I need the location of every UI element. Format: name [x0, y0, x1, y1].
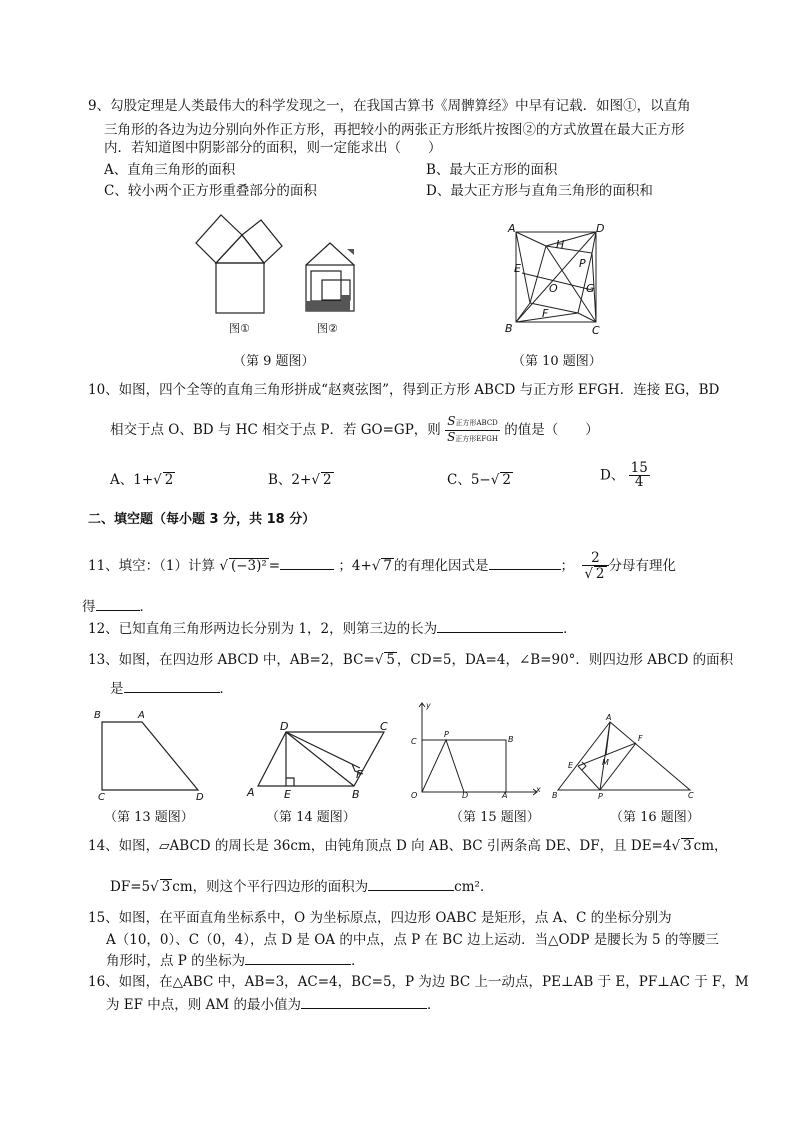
- q9-fig2-triangle: [306, 243, 354, 265]
- q10-label-b: B: [505, 322, 513, 335]
- q9-text-line-1: 9、勾股定理是人类最伟大的科学发现之一，在我国古算书《周髀算经》中早有记载．如图①，以直角: [88, 98, 691, 114]
- q10-label-o: O: [549, 282, 558, 295]
- q10-label-g: G: [586, 282, 595, 295]
- q10-text-line-1: 10、如图，四个全等的直角三角形拼成“赵爽弦图”，得到正方形 ABCD 与正方形 EFGH．连接 EG，BD: [88, 382, 720, 398]
- q16-label-p: P: [598, 792, 603, 801]
- q13-line-2: [110, 678, 233, 699]
- q16-figure: [548, 710, 698, 802]
- q15-text-3: 角形时，点 P 的坐标为: [106, 953, 246, 969]
- q9-caption: （第 9 题图）: [233, 354, 315, 369]
- q9-fig1-right-square: [242, 220, 282, 263]
- q14-line2-a: DF=5: [110, 879, 151, 895]
- q11-blank-1[interactable]: [280, 555, 334, 570]
- q9-fig1-left-square: [196, 215, 242, 263]
- q15-label-b: B: [508, 735, 514, 744]
- q13-blank[interactable]: [124, 678, 220, 693]
- q15-line-3: [106, 950, 365, 971]
- q15-label-c: C: [411, 737, 417, 746]
- q9-fig2-label: 图②: [317, 322, 338, 335]
- q9-fig1-label: 图①: [229, 322, 250, 335]
- q15-label-p: P: [444, 730, 449, 739]
- q11-line2-b: ．: [139, 599, 153, 615]
- q10-caption: （第 10 题图）: [512, 354, 602, 369]
- q10-frac-den-sub: 正方形EFGH: [455, 435, 498, 443]
- q10-option-a-root: 2: [164, 472, 174, 488]
- q13-label-b: B: [94, 710, 101, 721]
- q10-option-b: B、2+√ 2: [268, 472, 332, 488]
- q16-triangle-abc: [558, 722, 690, 790]
- q16-text-2: 为 EF 中点，则 AM 的最小值为: [106, 997, 301, 1013]
- q15-label-o: O: [411, 791, 418, 800]
- q14-label-d: D: [280, 720, 289, 733]
- q15-text-line-1: 15、如图，在平面直角坐标系中，O 为坐标原点，四边形 OABC 是矩形，点 A、C 的坐标分别为: [88, 910, 672, 926]
- q10-text-2a: 相交于点 O、BD 与 HC 相交于点 P．若 GO=GP，则: [110, 422, 441, 438]
- q15-label-y: y: [426, 701, 431, 710]
- q16-end: ．: [426, 997, 441, 1013]
- q13-label-c: C: [98, 792, 105, 802]
- q11-eq: =: [268, 558, 281, 574]
- q16-blank[interactable]: [301, 994, 427, 1009]
- q16-label-c: C: [688, 791, 694, 800]
- q10-label-h: H: [556, 238, 565, 251]
- q14-line2-c: cm²．: [454, 879, 494, 895]
- q16-label-e: E: [568, 761, 574, 770]
- q16-label-m: M: [602, 758, 609, 767]
- q14-line-2: DF=5√ 3 cm，则这个平行四边形的面积为 cm²．: [110, 876, 493, 897]
- q16-text-line-1: 16、如图，在△ABC 中，AB=3，AC=4，BC=5，P 为边 BC 上一动点，PE⊥AB 于 E，PF⊥AC 于 F，M: [88, 974, 749, 990]
- q14-figure: [244, 718, 394, 800]
- q9-option-d: D、最大正方形与直角三角形的面积和: [426, 183, 653, 199]
- q14-text-b: cm，: [693, 838, 728, 854]
- q10-option-d-text: D、: [600, 467, 625, 484]
- q15-label-d: D: [462, 791, 469, 800]
- q12-line: [88, 618, 577, 639]
- q13-line-1: 13、如图，在四边形 ABCD 中，AB=2，BC=√ 5 ，CD=5，DA=4，∠B=90°．则四边形 ABCD 的面积: [88, 652, 734, 668]
- q15-end: ．: [351, 953, 365, 969]
- q10-option-a: A、1+√ 2: [110, 472, 174, 488]
- q15-rectangle: [422, 740, 506, 792]
- q11-frac-num: 2: [582, 552, 608, 566]
- q13-root: 5: [386, 652, 395, 668]
- q11-mid2: 的有理化因式是: [394, 558, 489, 574]
- q9-figure: [186, 205, 366, 340]
- q10-option-d-num: 15: [630, 460, 648, 476]
- q14-label-e: E: [284, 788, 291, 800]
- q10-option-d-den: 4: [634, 474, 644, 490]
- q13-label-a: A: [138, 710, 145, 721]
- q10-text-line-2: [110, 415, 599, 446]
- q13-figure: [94, 706, 214, 802]
- q14-label-a: A: [247, 786, 255, 799]
- q9-text-line-3: 内．若知道图中阴影部分的面积，则一定能求出（ ）: [104, 140, 442, 156]
- q10-label-p: P: [579, 257, 586, 270]
- q10-label-f: F: [542, 307, 549, 320]
- q11-mid: ；4+: [338, 558, 372, 574]
- q11-line-1: 11、填空：（1）计算 √ (−3)² = ；4+√ 7 的有理化因式是 ； $\frac{2}{√ 2}$ 分母有理化: [88, 550, 677, 582]
- q14-label-b: B: [352, 788, 360, 800]
- q10-label-a: A: [508, 222, 516, 235]
- q10-option-d: [600, 462, 650, 489]
- q12-text: 12、已知直角三角形两边长分别为 1，2，则第三边的长为: [88, 621, 438, 637]
- q11-root2: 7: [383, 558, 393, 574]
- q15-caption: （第 15 题图）: [450, 810, 540, 825]
- q13-end: ．: [219, 681, 233, 697]
- q13-line2: 是: [110, 681, 124, 697]
- q9-fig1-large-square: [216, 263, 264, 313]
- q10-option-a-text: A、1+: [110, 472, 154, 488]
- q16-label-b: B: [552, 791, 558, 800]
- q15-triangle-odp: [422, 740, 464, 792]
- q16-label-f: F: [638, 734, 643, 743]
- q15-label-x: x: [536, 785, 541, 794]
- q13-text-b: ，CD=5，DA=4，∠B=90°．则四边形 ABCD 的面积: [396, 652, 734, 668]
- q13-text-a: 13、如图，在四边形 ABCD 中，AB=2，BC=: [88, 652, 375, 668]
- q10-figure: [500, 218, 612, 336]
- q12-end: ．: [563, 621, 577, 637]
- q11-frac-den-root: 2: [595, 566, 605, 582]
- q14-caption: （第 14 题图）: [266, 810, 356, 825]
- q10-frac-den: S: [447, 430, 456, 444]
- q9-fig2-shaded-region: [306, 295, 350, 311]
- q10-option-c: C、5−√ 2: [447, 472, 511, 488]
- q15-blank[interactable]: [245, 950, 351, 965]
- q10-option-c-root: 2: [502, 472, 511, 488]
- q14-label-f: F: [356, 768, 363, 781]
- q10-label-c: C: [592, 324, 600, 336]
- q10-option-c-text: C、5−: [447, 472, 491, 488]
- q16-label-a: A: [606, 713, 612, 722]
- q9-option-c: C、较小两个正方形重叠部分的面积: [104, 183, 317, 199]
- q13-label-d: D: [196, 792, 204, 802]
- q15-label-a: A: [502, 791, 508, 800]
- q14-root1: 3: [683, 838, 692, 854]
- q12-blank[interactable]: [437, 618, 563, 633]
- q10-option-b-text: B、2+: [268, 472, 312, 488]
- q11-prefix: 11、填空：（1）计算: [88, 558, 216, 574]
- q10-ratio-fraction: [445, 415, 500, 446]
- q10-frac-num-sub: 正方形ABCD: [455, 419, 498, 427]
- q11-blank-2[interactable]: [489, 555, 561, 570]
- q10-option-b-root: 2: [322, 472, 332, 488]
- q14-blank[interactable]: [368, 876, 454, 891]
- q9-text-line-2: 三角形的各边为边分别向外作正方形，再把较小的两张正方形纸片按图②的方式放置在最大正方形: [104, 122, 685, 138]
- q14-line-1: 14、如图，▱ABCD 的周长是 36cm，由钝角顶点 D 向 AB、BC 引两条高 DE、DF，且 DE=4√ 3 cm，: [88, 838, 728, 854]
- q15-figure: [406, 700, 546, 800]
- q14-root2: 3: [161, 879, 171, 895]
- q11-blank-3[interactable]: [96, 596, 140, 611]
- q11-root: (−3)²: [230, 558, 267, 574]
- q10-text-2b: 的值是（ ）: [504, 422, 599, 438]
- q11-line-2: [82, 596, 153, 617]
- q10-label-e: E: [514, 262, 521, 275]
- q14-parallelogram: [258, 732, 384, 786]
- q14-text-a: 14、如图，▱ABCD 的周长是 36cm，由钝角顶点 D 向 AB、BC 引两条高 DE、DF，且 DE=4: [88, 838, 672, 854]
- q11-sep: ；: [560, 558, 575, 574]
- q10-label-d: D: [596, 222, 605, 235]
- q15-text-line-2: A（10，0）、C（0，4），点 D 是 OA 的中点，点 P 在 BC 边上运动．当△ODP 是腰长为 5 的等腰三: [106, 932, 719, 948]
- q14-line2-b: cm，则这个平行四边形的面积为: [172, 879, 369, 895]
- q9-option-a: A、直角三角形的面积: [104, 162, 236, 178]
- q9-fig1-triangle: [216, 235, 264, 263]
- q16-line-2: [106, 994, 440, 1015]
- q13-caption: （第 13 题图）: [104, 810, 194, 825]
- q11-line2-a: 得: [82, 599, 96, 615]
- q9-option-b: B、最大正方形的面积: [426, 162, 558, 178]
- q16-caption: （第 16 题图）: [610, 810, 700, 825]
- q14-label-c: C: [380, 720, 388, 733]
- q10-frac-num: S: [447, 414, 456, 428]
- q11-tail: 分母有理化: [608, 558, 677, 574]
- section2-title: 二、填空题（每小题 3 分，共 18 分）: [88, 512, 316, 527]
